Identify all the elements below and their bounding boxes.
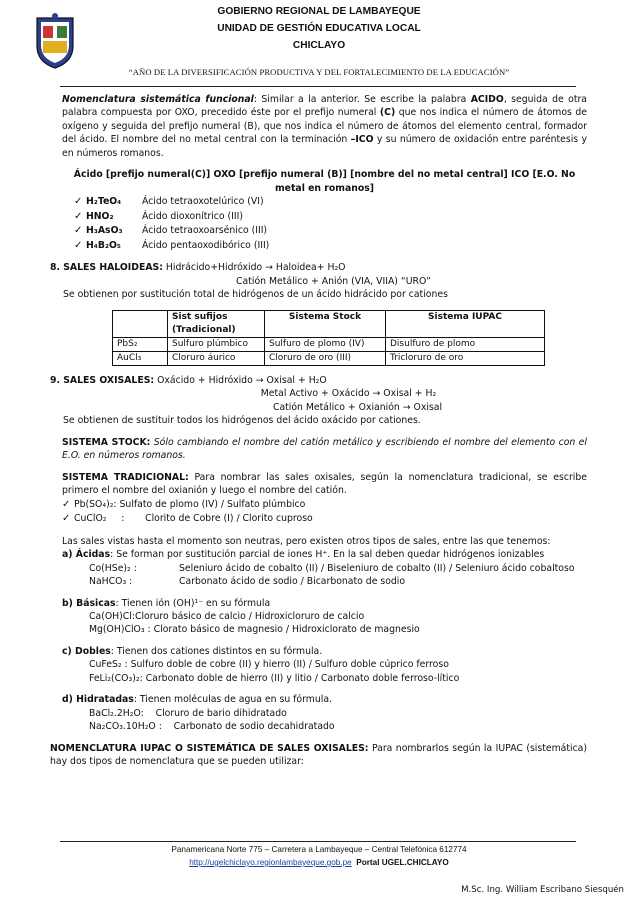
footer-address: Panamericana Norte 775 – Carretera a Lambayeque – Central Telefónica 612774 — [171, 845, 467, 854]
table-header: Sist sufijos (Tradicional) — [168, 310, 265, 337]
dobles-heading: c) Dobles: Tienen dos cationes distintos en su fórmula. — [62, 645, 323, 657]
tradicional-title: SISTEMA TRADICIONAL: — [62, 471, 189, 483]
haloideas-description: Se obtienen por sustitución total de hidrógenos de un ácido hidrácido por cationes — [63, 289, 448, 301]
dobles-example: CuFeS₂ : Sulfuro doble de cobre (II) y hierro (II) / Sulfuro doble cúprico ferroso — [89, 659, 449, 671]
tradicional-example: ✓ Pb(SO₄)₂: Sulfato de plomo (IV) / Sulfato plúmbico — [62, 498, 587, 513]
oxisales-equation-1: Oxácido + Hidróxido → Oxisal + H₂O — [157, 374, 327, 386]
table-header: Sistema IUPAC — [386, 310, 545, 337]
list-item: ✓ H₄B₂O₅ Ácido pentaoxodibórico (III) — [62, 239, 587, 254]
acidas-example: Co(HSe)₂ : Seleniuro ácido de cobalto (II) / Biseleniuro de cobalto (II) / Seleniuro ácido cobaltoso — [89, 562, 575, 574]
checkmark-icon: ✓ — [74, 196, 83, 208]
funcional-examples — [62, 195, 587, 253]
haloideas-title: 8. SALES HALOIDEAS: — [50, 262, 163, 274]
hidratadas-heading: d) Hidratadas: Tienen moléculas de agua en su fórmula. — [62, 694, 332, 706]
funcional-title: Nomenclatura sistemática funcional — [62, 94, 254, 105]
tradicional-paragraph: SISTEMA TRADICIONAL: Para nombrar las sales oxisales, según la nomenclatura tradicional, se escribe primero el nombre del oxianión y luego el nombre del catión. — [62, 471, 587, 497]
other-salts-intro: Las sales vistas hasta el momento son neutras, pero existen otros tipos de sales, entre las que tenemos: — [62, 535, 551, 547]
funcional-paragraph: Nomenclatura sistemática funcional: Similar a la anterior. Se escribe la palabra ACIDO, seguida de otra palabra compuesta por OXO, precedido éste por el prefijo numeral (C) que nos indica el número de átomos de oxígeno y seguida del prefijo numeral (B), que nos indica el número de átomos del elemento central, formador del ácido. El nombre del no metal central con la terminación –ICO y su número de oxidación entre paréntesis y en números romanos. — [62, 94, 587, 159]
basicas-heading: b) Básicas: Tienen ión (OH)¹⁻ en su fórmula — [62, 597, 271, 609]
list-item: ✓ HNO₂ Ácido dioxonítrico (III) — [62, 210, 587, 225]
document-body — [50, 93, 587, 769]
hidratadas-example: BaCl₂.2H₂O: Cloruro de bario dihidratado — [89, 707, 287, 719]
oxisales-section — [50, 374, 587, 428]
checkmark-icon: ✓ — [74, 239, 83, 251]
checkmark-icon: ✓ — [74, 210, 83, 222]
table-header: Sistema Stock — [265, 310, 386, 337]
table-row: PbS₂ Sulfuro plúmbico Sulfuro de plomo (IV) Disulfuro de plomo — [113, 337, 545, 351]
list-item: ✓ H₂TeO₄ Ácido tetraoxotelúrico (VI) — [62, 195, 587, 210]
footer-divider — [60, 841, 576, 842]
list-item: ✓ H₃AsO₃ Ácido tetraoxoarsénico (III) — [62, 224, 587, 239]
oxisales-equation-2: Metal Activo + Oxácido → Oxisal + H₂ — [260, 388, 437, 400]
header-line-1: GOBIERNO REGIONAL DE LAMBAYEQUE — [217, 6, 421, 17]
checkmark-icon: ✓ — [62, 513, 71, 525]
header-motto: “AÑO DE LA DIVERSIFICACIÓN PRODUCTIVA Y DEL FORTALECIMIENTO DE LA EDUCACIÓN” — [128, 67, 510, 77]
checkmark-icon: ✓ — [74, 225, 83, 237]
haloideas-equation-1: Hidrácido+Hidróxido → Haloidea+ H₂O — [165, 262, 346, 274]
footer-links — [0, 857, 638, 869]
header-line-2: UNIDAD DE GESTIÓN EDUCATIVA LOCAL — [217, 23, 421, 34]
oxisales-equation-3: Catión Metálico + Oxianión → Oxisal — [272, 401, 443, 413]
header-line-3: CHICLAYO — [292, 40, 346, 51]
footer-portal: Portal UGEL.CHICLAYO — [356, 858, 449, 867]
table-row: AuCl₃ Cloruro áurico Cloruro de oro (III) Tricloruro de oro — [113, 351, 545, 365]
acidas-heading: a) Ácidas: Se forman por sustitución parcial de iones H⁺. En la sal deben quedar hidrógenos ionizables — [62, 549, 545, 561]
stock-paragraph: SISTEMA STOCK: Sólo cambiando el nombre del catión metálico y escribiendo el nombre del elemento con el E.O. en números romanos. — [62, 436, 587, 462]
author-signature: M.Sc. Ing. William Escribano Siesquén — [461, 885, 624, 895]
table-header — [113, 310, 168, 337]
oxisales-title: 9. SALES OXISALES: — [50, 374, 155, 386]
header-divider — [60, 86, 576, 87]
stock-title: SISTEMA STOCK: — [62, 436, 151, 448]
ugel-link[interactable]: http://ugelchiclayo.regionlambayeque.gob.pe — [189, 858, 352, 867]
basicas-example: Mg(OH)ClO₃ : Clorato básico de magnesio / Hidroxiclorato de magnesio — [89, 624, 420, 636]
iupac-title: NOMENCLATURA IUPAC O SISTEMÁTICA DE SALES OXISALES: — [50, 742, 369, 754]
oxisales-description: Se obtienen de sustituir todos los hidrógenos del ácido oxácido por cationes. — [63, 415, 421, 427]
hidratadas-example: Na₂CO₃.10H₂O : Carbonato de sodio decahidratado — [89, 721, 335, 733]
acidas-example: NaHCO₃ : Carbonato ácido de sodio / Bicarbonato de sodio — [89, 576, 406, 588]
page-header — [0, 0, 638, 96]
haloideas-table — [112, 310, 545, 366]
checkmark-icon: ✓ — [62, 498, 71, 510]
basicas-example: Ca(OH)Cl:Cloruro básico de calcio / Hidroxicloruro de calcio — [89, 610, 365, 622]
iupac-paragraph: NOMENCLATURA IUPAC O SISTEMÁTICA DE SALES OXISALES: Para nombrarlos según la IUPAC (sistemática) hay dos tipos de nomenclatura que se pueden utilizar: — [50, 742, 587, 768]
haloideas-section — [50, 261, 587, 301]
funcional-formula: Ácido [prefijo numeral(C)] OXO [prefijo numeral (B)] [nombre del no metal central] ICO [E.O. No metal en romanos] — [73, 169, 576, 194]
tradicional-example: ✓ CuClO₂ : Clorito de Cobre (I) / Clorito cuproso — [62, 512, 587, 527]
haloideas-equation-2: Catión Metálico + Anión (VIA, VIIA) “URO” — [236, 275, 431, 287]
dobles-example: FeLi₂(CO₃)₂: Carbonato doble de hierro (II) y litio / Carbonato doble ferroso-lítico — [89, 672, 460, 684]
